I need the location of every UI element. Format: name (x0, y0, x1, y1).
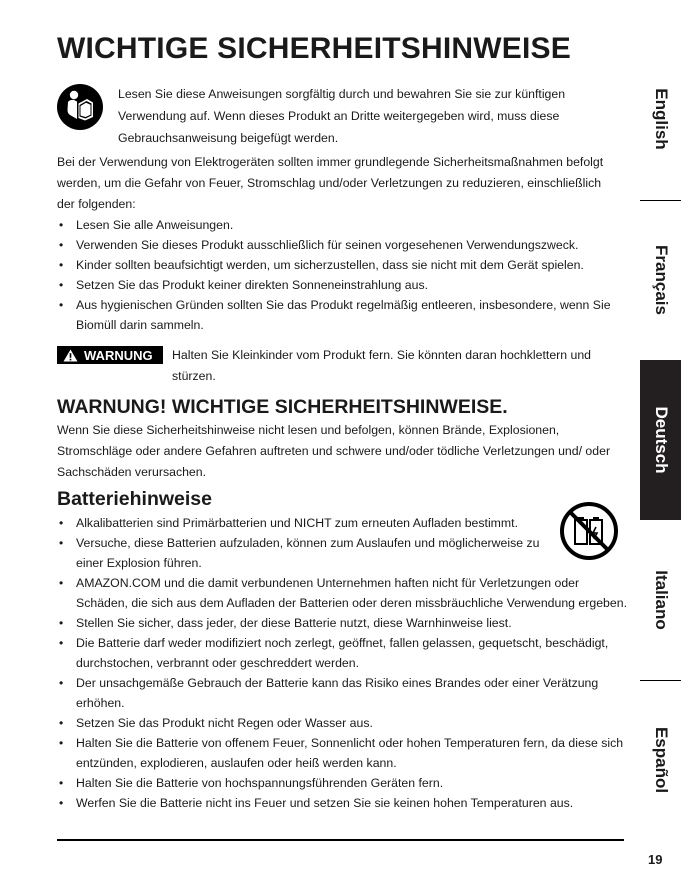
page-number: 19 (648, 852, 663, 867)
page-title: WICHTIGE SICHERHEITSHINWEISE (57, 32, 571, 65)
warning-badge-label: WARNUNG (84, 347, 153, 363)
read-manual-icon (57, 84, 103, 130)
tab-espanol[interactable] (640, 680, 681, 840)
list-item: • Halten Sie die Batterie von hochspannungsführenden Geräten fern. (57, 773, 627, 793)
list-item: • Werfen Sie die Batterie nicht ins Feuer und setzen Sie sie keinen hohen Temperaturen aus. (57, 793, 627, 813)
battery-heading: Batteriehinweise (57, 488, 212, 510)
list-item: • Die Batterie darf weder modifiziert noch zerlegt, geöffnet, fallen gelassen, gequetscht, beschädigt, durchstochen, verbrannt oder geschreddert werden. (57, 633, 627, 673)
warning-badge (57, 346, 163, 364)
tab-english[interactable] (640, 38, 681, 200)
list-item: • Alkalibatterien sind Primärbatterien und NICHT zum erneuten Aufladen bestimmt. (57, 513, 536, 533)
warning-paragraph: Wenn Sie diese Sicherheitshinweise nicht lesen und befolgen, können Brände, Explosionen, Stromschläge oder andere Gefahren auftreten und schwere und/oder tödliche Verletzungen und/ oder Sachschäden verursachen. (57, 423, 611, 479)
tab-label: English (651, 88, 671, 150)
warning-heading: WARNUNG! WICHTIGE SICHERHEITSHINWEISE. (57, 396, 508, 418)
warning-triangle-icon (63, 349, 78, 362)
list-item: • Der unsachgemäße Gebrauch der Batterie kann das Risiko eines Brandes oder einer Verätzung erhöhen. (57, 673, 627, 713)
tab-francais[interactable] (640, 200, 681, 360)
list-item: • Verwenden Sie dieses Produkt ausschließlich für seinen vorgesehenen Verwendungszweck. (57, 235, 622, 255)
general-safety-text: Bei der Verwendung von Elektrogeräten sollten immer grundlegende Sicherheitsmaßnahmen befolgt werden, um die Gefahr von Feuer, Stromschlag und/oder Verletzungen zu reduzieren, einschließlich der folgenden: (57, 155, 604, 211)
tab-label: Italiano (651, 570, 671, 630)
intro-text: Lesen Sie diese Anweisungen sorgfältig durch und bewahren Sie sie zur künftigen Verwendung auf. Wenn dieses Produkt an Dritte weitergegeben wird, muss diese Gebrauchsanweisung beigefügt werden. (118, 87, 566, 145)
tab-label: Español (651, 726, 671, 794)
list-item: • Versuche, diese Batterien aufzuladen, können zum Auslaufen und möglicherweise zu einer Explosion führen. (57, 533, 551, 573)
tab-italiano[interactable] (640, 520, 681, 680)
list-item: • Setzen Sie das Produkt keiner direkten Sonneneinstrahlung aus. (57, 275, 622, 295)
battery-bullet-list (57, 513, 627, 813)
tab-label: Français (651, 245, 671, 315)
list-item: • Kinder sollten beaufsichtigt werden, um sicherzustellen, dass sie nicht mit dem Gerät spielen. (57, 255, 622, 275)
list-item: • Stellen Sie sicher, dass jeder, der diese Batterie nutzt, diese Warnhinweise liest. (57, 613, 627, 633)
tab-label: Deutsch (651, 406, 671, 474)
list-item: • Halten Sie die Batterie von offenem Feuer, Sonnenlicht oder hohen Temperaturen fern, da diese sich entzünden, explodieren, auslaufen oder heiß werden kann. (57, 733, 627, 773)
general-bullet-list (57, 215, 622, 335)
list-item: • Aus hygienischen Gründen sollten Sie das Produkt regelmäßig entleeren, insbesondere, wenn Sie Biomüll darin sammeln. (57, 295, 622, 335)
list-item: • AMAZON.COM und die damit verbundenen Unternehmen haften nicht für Verletzungen oder Schäden, die sich aus dem Aufladen der Batterien oder deren missbräuchliche Verwendung ergeben. (57, 573, 627, 613)
list-item: • Setzen Sie das Produkt nicht Regen oder Wasser aus. (57, 713, 627, 733)
bottom-divider (57, 839, 624, 841)
tab-deutsch[interactable] (640, 360, 681, 520)
warning-text: Halten Sie Kleinkinder vom Produkt fern. Sie könnten daran hochklettern und stürzen. (172, 348, 592, 383)
list-item: • Lesen Sie alle Anweisungen. (57, 215, 622, 235)
